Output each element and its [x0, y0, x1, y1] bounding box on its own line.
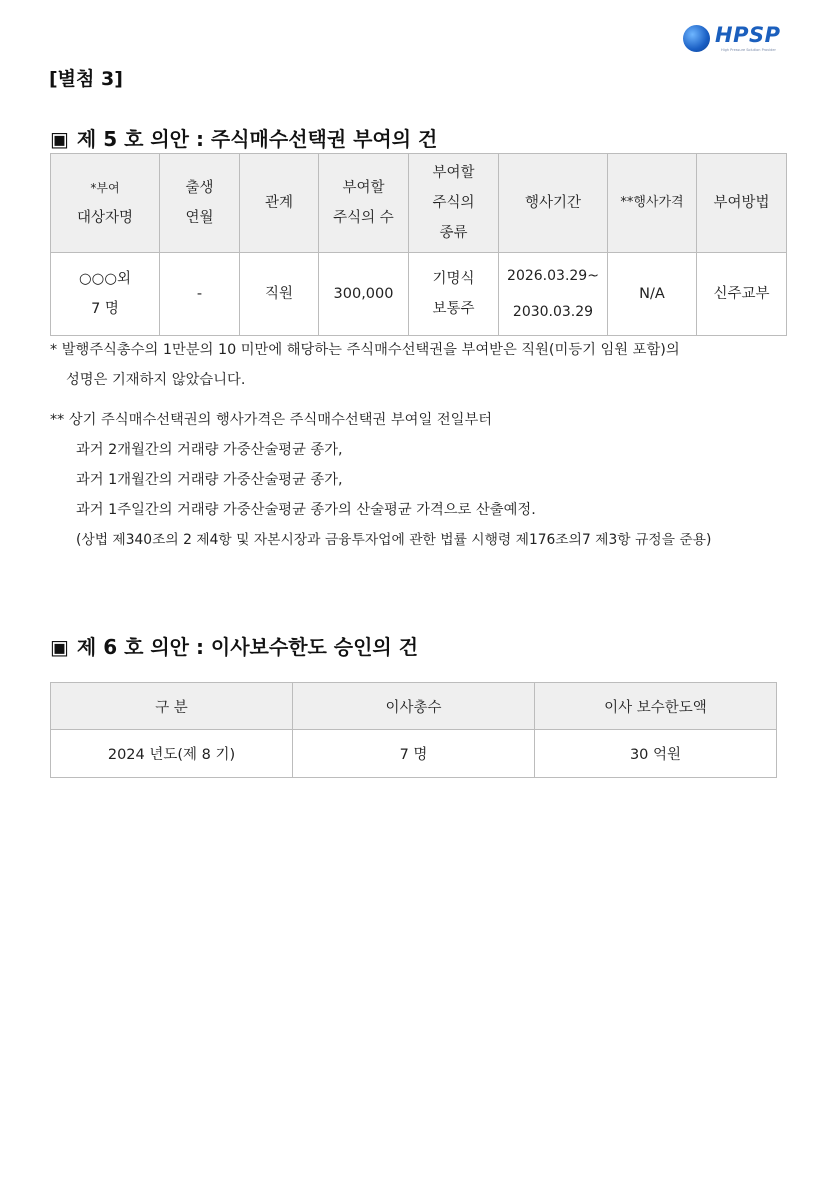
note2-line3: 과거 1개월간의 거래량 가중산술평균 종가, — [76, 472, 343, 488]
table-header-row — [51, 683, 777, 730]
table-row — [51, 730, 777, 778]
logo-tagline: High Pressure Solution Provider — [721, 48, 776, 52]
cell-relation: 직원 — [240, 253, 319, 336]
header-stock-type: 부여할 주식의 종류 — [409, 154, 499, 253]
company-logo — [683, 22, 787, 54]
section5-title-text: 제 5 호 의안 : 주식매수선택권 부여의 건 — [76, 127, 438, 151]
cell-price: N/A — [608, 253, 697, 336]
header-price: **행사가격 — [608, 154, 697, 253]
section5-title — [50, 123, 437, 152]
note2-line4: 과거 1주일간의 거래량 가중산술평균 종가의 산술평균 가격으로 산출예정. — [76, 502, 536, 518]
cell-birth: - — [160, 253, 240, 336]
note2-line5: (상법 제340조의 2 제4항 및 자본시장과 금융투자업에 관한 법률 시행령 제176조의7 제3항 규정을 준용) — [76, 532, 712, 548]
cell-stock-type: 기명식 보통주 — [409, 253, 499, 336]
header-pay-limit: 이사 보수한도액 — [535, 683, 777, 730]
cell-period: 2026.03.29~ 2030.03.29 — [499, 253, 608, 336]
header-shares: 부여할 주식의 수 — [319, 154, 409, 253]
header-director-count: 이사총수 — [293, 683, 535, 730]
note1-line1: * 발행주식총수의 1만분의 10 미만에 해당하는 주식매수선택권을 부여받은 직원(미등기 임원 포함)의 — [50, 342, 680, 358]
cell-pay-limit: 30 억원 — [535, 730, 777, 778]
cell-category: 2024 년도(제 8 기) — [51, 730, 293, 778]
note2-line1: ** 상기 주식매수선택권의 행사가격은 주식매수선택권 부여일 전일부터 — [50, 412, 493, 428]
table-header-row — [51, 154, 787, 253]
attachment-label: [별첨 3] — [49, 68, 123, 90]
note1-line2: 성명은 기재하지 않았습니다. — [66, 372, 246, 388]
header-category: 구 분 — [51, 683, 293, 730]
header-relation: 관계 — [240, 154, 319, 253]
footnotes — [50, 335, 790, 555]
globe-icon — [683, 25, 710, 52]
header-birth: 출생 연월 — [160, 154, 240, 253]
section6-title — [50, 631, 418, 660]
table-row — [51, 253, 787, 336]
stock-option-table — [50, 153, 787, 336]
cell-director-count: 7 명 — [293, 730, 535, 778]
header-period: 행사기간 — [499, 154, 608, 253]
director-pay-table — [50, 682, 777, 778]
logo-text: HPSP — [715, 23, 781, 47]
header-recipient: *부여 대상자명 — [51, 154, 160, 253]
section-marker-icon: ▣ — [50, 127, 69, 151]
note2-line2: 과거 2개월간의 거래량 가중산술평균 종가, — [76, 442, 343, 458]
section-marker-icon: ▣ — [50, 635, 69, 659]
cell-recipient: ○○○외 7 명 — [51, 253, 160, 336]
cell-shares: 300,000 — [319, 253, 409, 336]
header-method: 부여방법 — [697, 154, 787, 253]
section6-title-text: 제 6 호 의안 : 이사보수한도 승인의 건 — [76, 635, 419, 659]
cell-method: 신주교부 — [697, 253, 787, 336]
